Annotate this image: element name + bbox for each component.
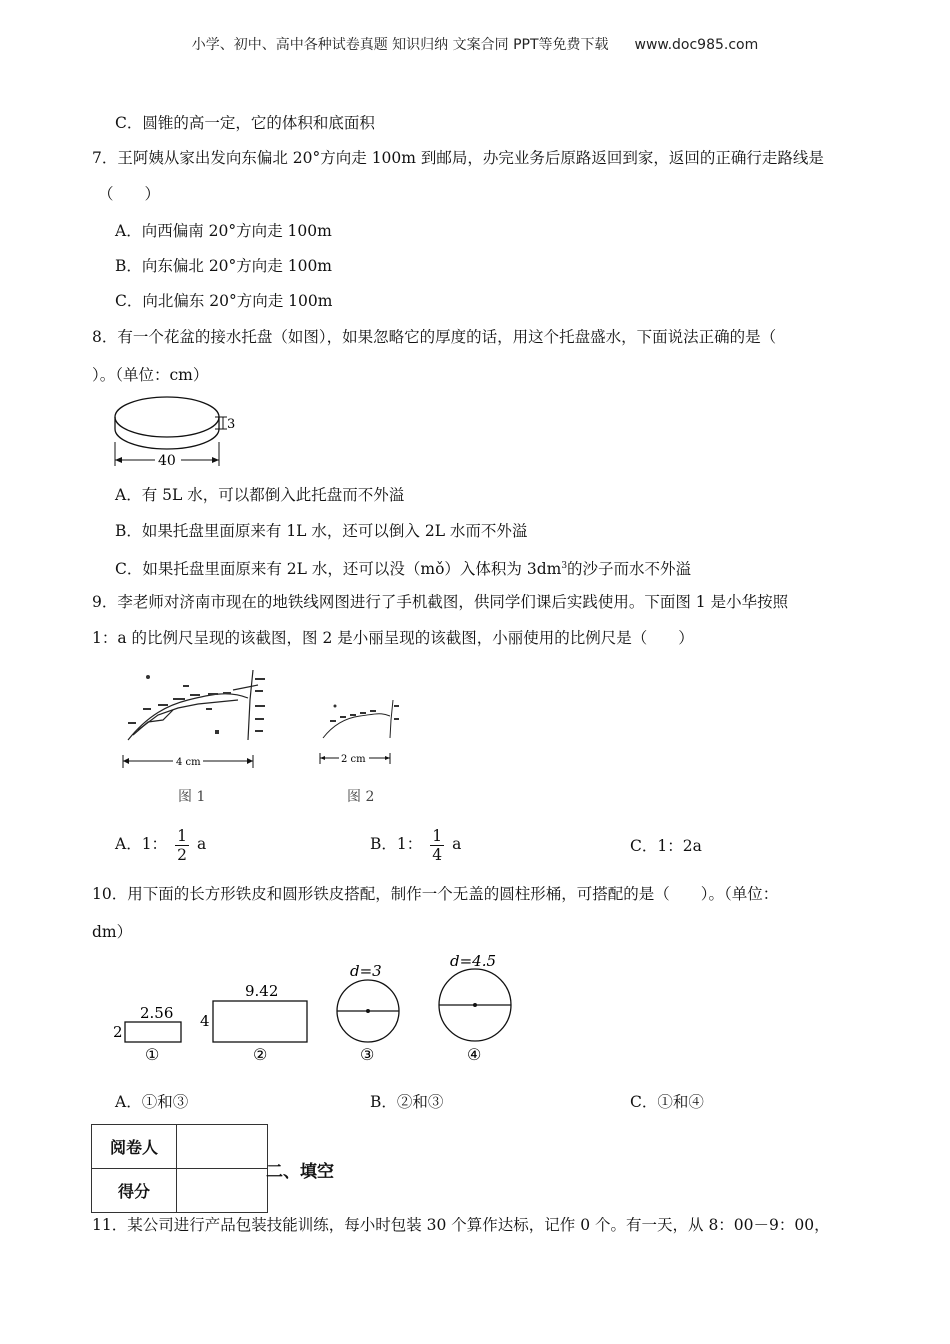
tray-diameter-label: 40 <box>158 453 176 469</box>
q10-option-a: A．①和③ <box>115 1093 189 1111</box>
page-header <box>0 34 950 54</box>
q9-option-a: A．1： $\frac{1}{2}$ a <box>115 826 207 864</box>
figure-number-2: ② <box>253 1045 268 1064</box>
q9-stem-line2: 1：a 的比例尺呈现的该截图，图 2 是小丽呈现的该截图，小丽使用的比例尺是（ ） <box>92 629 694 647</box>
section-title-fill-in: 二、填空 <box>266 1162 334 1182</box>
rect1-width-label: 2 <box>113 1023 123 1041</box>
subway-map-figure-1 <box>118 660 278 810</box>
header-text: 小学、初中、高中各种试卷真题 知识归纳 文案合同 PPT等免费下载 <box>191 37 609 53</box>
figure-number-1: ① <box>145 1045 160 1064</box>
q10-option-b: B．②和③ <box>370 1093 444 1111</box>
circle3-diameter-label: d=3 <box>350 962 382 980</box>
tray-figure <box>105 392 245 472</box>
q7-option-b: B．向东偏北 20°方向走 100m <box>115 257 333 275</box>
reviewer-label: 阅卷人 <box>92 1125 177 1169</box>
q10-stem-line1: 10．用下面的长方形铁皮和圆形铁皮搭配，制作一个无盖的圆柱形桶，可搭配的是（ ）。（单位： <box>92 885 779 903</box>
q7-stem-line1: 7．王阿姨从家出发向东偏北 20°方向走 100m 到邮局，办完业务后原路返回到家，返回的正确行走路线是 <box>92 149 824 167</box>
q10-option-c: C．①和④ <box>630 1093 704 1111</box>
rect2-length-label: 9.42 <box>245 982 279 1000</box>
fig2-caption: 图 2 <box>347 789 375 805</box>
header-url[interactable]: www.doc985.com <box>634 37 759 53</box>
q8-option-b: B．如果托盘里面原来有 1L 水，还可以倒入 2L 水而不外溢 <box>115 522 528 540</box>
q7-option-c: C．向北偏东 20°方向走 100m <box>115 292 333 310</box>
fraction-quarter: $\frac{1}{4}$ <box>432 826 443 864</box>
q10-stem-line2: dm） <box>92 923 133 941</box>
q10-figure <box>105 948 535 1068</box>
q6-option-c: C．圆锥的高一定，它的体积和底面积 <box>115 114 375 132</box>
figure-number-3: ③ <box>360 1045 375 1064</box>
q8-stem-line1: 8．有一个花盆的接水托盘（如图），如果忽略它的厚度的话，用这个托盘盛水，下面说法正确的是（ <box>92 328 777 346</box>
q8-stem-line2: ）。（单位：cm） <box>92 366 209 384</box>
q8-option-a: A．有 5L 水，可以都倒入此托盘而不外溢 <box>115 486 405 504</box>
q7-option-a: A．向西偏南 20°方向走 100m <box>115 222 332 240</box>
tray-height-label: 3 <box>227 417 236 432</box>
rect1-length-label: 2.56 <box>140 1004 174 1022</box>
score-cell[interactable] <box>177 1169 268 1213</box>
q9-stem-line1: 9．李老师对济南市现在的地铁线网图进行了手机截图，供同学们课后实践使用。下面图 1 是小华按照 <box>92 593 789 611</box>
fig1-caption: 图 1 <box>178 789 206 805</box>
reviewer-cell[interactable] <box>177 1125 268 1169</box>
q8-option-c: C．如果托盘里面原来有 2L 水，还可以没（mǒ）入体积为 $3dm^3$的沙子而水不外溢 <box>115 560 692 579</box>
figure-number-4: ④ <box>467 1045 482 1064</box>
fraction-half: $\frac{1}{2}$ <box>177 826 187 864</box>
fig1-length-label: 4 cm <box>176 757 201 768</box>
subway-map-figure-2 <box>315 690 405 810</box>
q9-option-b: B．1： $\frac{1}{4}$ a <box>370 826 462 864</box>
q9-option-c: C．1：2a <box>630 837 702 855</box>
circle4-diameter-label: d=4.5 <box>450 952 497 970</box>
rect2-width-label: 4 <box>200 1012 210 1030</box>
fig2-length-label: 2 cm <box>341 754 366 765</box>
score-table <box>91 1124 268 1213</box>
q11-stem: 11．某公司进行产品包装技能训练，每小时包装 30 个算作达标，记作 0 个。有一天，从 8：00－9：00， <box>92 1216 830 1234</box>
q7-stem-line2: （ ） <box>98 185 161 203</box>
score-label: 得分 <box>92 1169 177 1213</box>
